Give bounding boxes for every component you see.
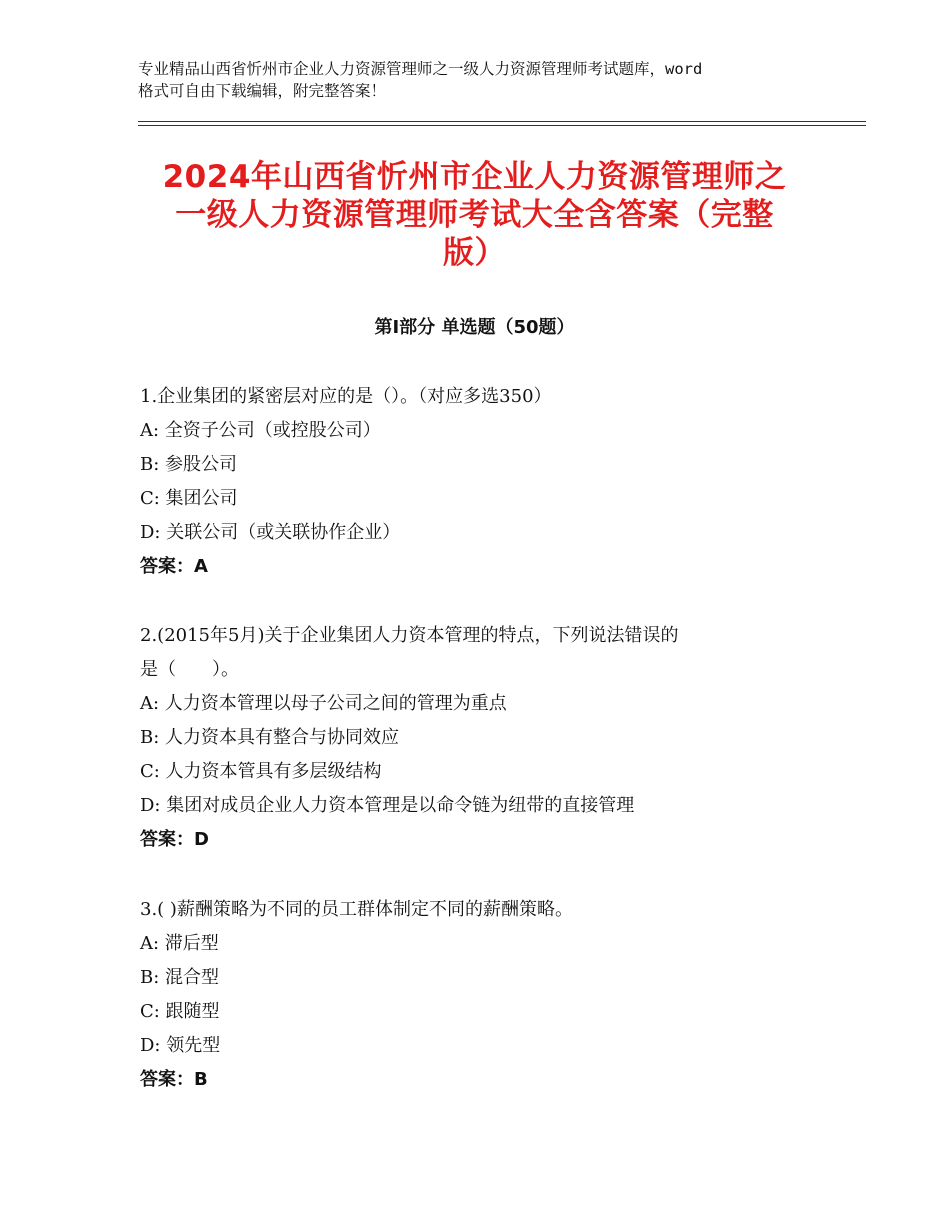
question-3 [140,893,820,1097]
document-title-line-3: 版） [443,235,506,271]
option-b: B: 混合型 [140,967,220,988]
question-stem: 3.( )薪酬策略为不同的员工群体制定不同的薪酬策略。 [140,899,573,920]
question-stem: 2.(2015年5月)关于企业集团人力资本管理的特点，下列说法错误的 [140,625,679,646]
answer: 答案：A [140,556,208,577]
option-a: A: 全资子公司（或控股公司） [140,420,381,441]
option-b: B: 参股公司 [140,454,238,475]
option-c: C: 人力资本管具有多层级结构 [140,761,382,782]
answer: 答案：D [140,829,209,850]
header-divider-top [138,121,866,122]
header-note-line-2: 格式可自由下载编辑，附完整答案！ [138,82,387,100]
answer: 答案：B [140,1069,208,1090]
header-note-line-1: 专业精品山西省忻州市企业人力资源管理师之一级人力资源管理师考试题库，word [138,60,703,78]
option-d: D: 领先型 [140,1035,221,1056]
document-title-line-1: 2024年山西省忻州市企业人力资源管理师之 [162,159,787,195]
question-stem: 1.企业集团的紧密层对应的是（）。（对应多选350） [140,386,552,407]
header-divider-bottom [138,125,866,126]
document-title-line-2: 一级人力资源管理师考试大全含答案（完整 [175,197,774,233]
section-title: 第Ⅰ部分 单选题（50题） [374,317,575,338]
header-note [138,58,828,102]
option-c: C: 跟随型 [140,1001,220,1022]
option-d: D: 集团对成员企业人力资本管理是以命令链为纽带的直接管理 [140,795,635,816]
option-c: C: 集团公司 [140,488,238,509]
option-b: B: 人力资本具有整合与协同效应 [140,727,400,748]
option-d: D: 关联公司（或关联协作企业） [140,522,401,543]
question-2 [140,619,820,857]
option-a: A: 人力资本管理以母子公司之间的管理为重点 [140,693,507,714]
document-title [138,158,811,272]
question-stem-continued: 是（ ）。 [140,659,239,680]
question-1 [140,380,820,584]
option-a: A: 滞后型 [140,933,219,954]
